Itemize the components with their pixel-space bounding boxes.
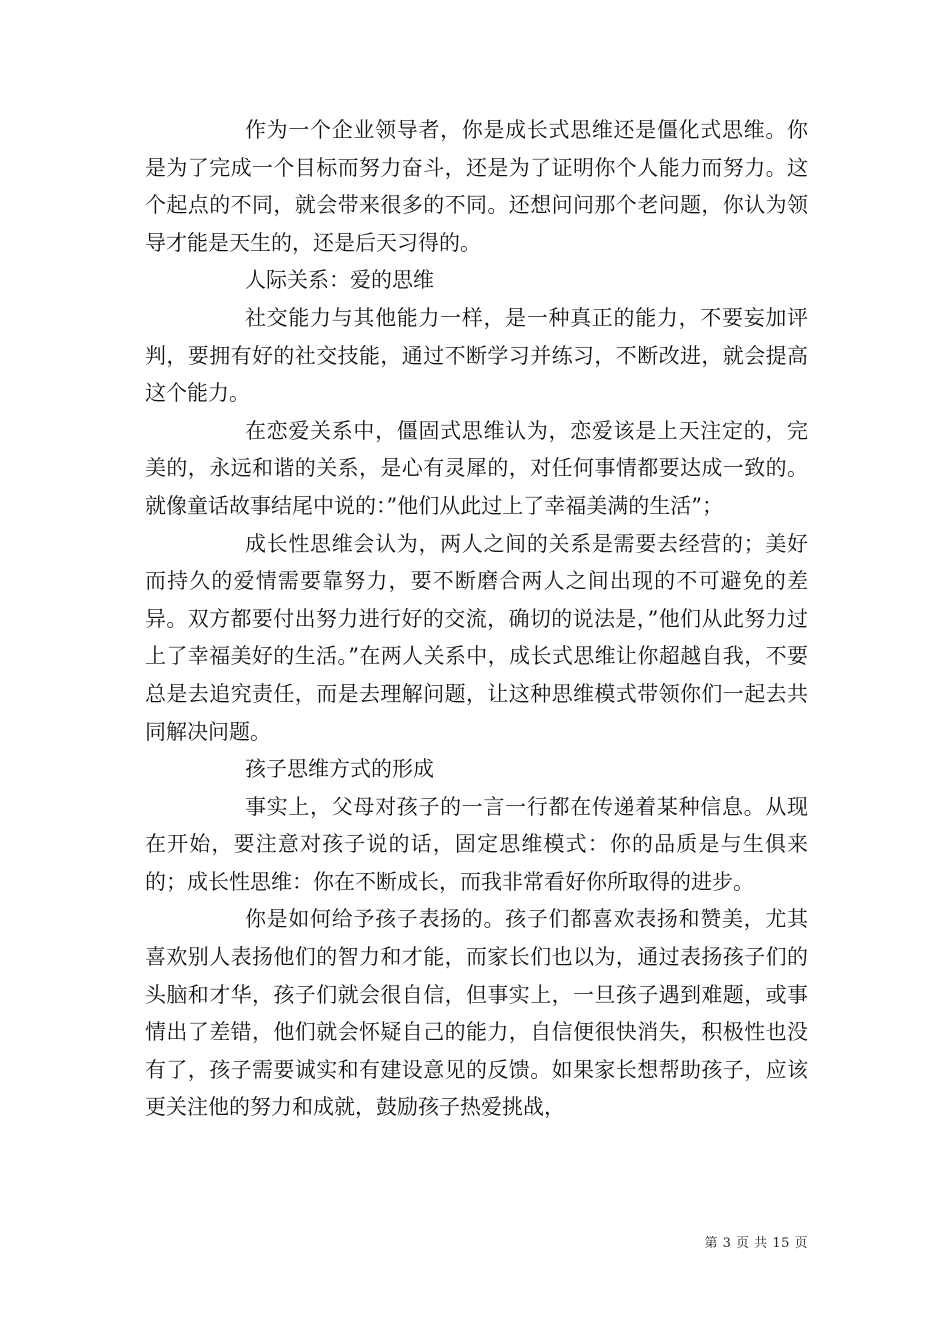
heading-relationships: 人际关系：爱的思维	[245, 268, 434, 293]
paragraph-parents-messages: 事实上，父母对孩子的一言一行都在传递着某种信息。从现在开始，要注意对孩子说的话，固定思维模式：你的品质是与生俱来的；成长性思维：你在不断成长，而我非常看好你所取得的进步。	[145, 794, 808, 894]
paragraph-fixed-mindset-love: 在恋爱关系中，僵固式思维认为，恋爱该是上天注定的，完美的，永远和谐的关系，是心有灵犀的，对任何事情都要达成一致的。就像童话故事结尾中说的：”他们从此过上了幸福美满的生活”；	[145, 418, 808, 518]
paragraph-leadership: 作为一个企业领导者，你是成长式思维还是僵化式思维。你是为了完成一个目标而努力奋斗，还是为了证明你个人能力而努力。这个起点的不同，就会带来很多的不同。还想问问那个老问题，你认为领导才能是天生的，还是后天习得的。	[145, 118, 808, 255]
document-body	[145, 112, 808, 1127]
paragraph-social-skills: 社交能力与其他能力一样，是一种真正的能力，不要妄加评判，要拥有好的社交技能，通过不断学习并练习，不断改进，就会提高这个能力。	[145, 305, 808, 406]
paragraph-praise: 你是如何给予孩子表扬的。孩子们都喜欢表扬和赞美，尤其喜欢别人表扬他们的智力和才能，而家长们也以为，通过表扬孩子们的头脑和才华，孩子们就会很自信，但事实上，一旦孩子遇到难题，或事情出了差错，他们就会怀疑自己的能力，自信便很快消失，积极性也没有了，孩子需要诚实和有建设意见的反馈。如果家长想帮助孩子，应该更关注他的努力和成就，鼓励孩子热爱挑战，	[145, 907, 808, 1120]
heading-children-mindset: 孩子思维方式的形成	[245, 757, 434, 782]
paragraph-growth-mindset-love: 成长性思维会认为，两人之间的关系是需要去经营的；美好而持久的爱情需要靠努力，要不断磨合两人之间出现的不可避免的差异。双方都要付出努力进行好的交流，确切的说法是，”他们从此努力过上了幸福美好的生活。”在两人关系中，成长式思维让你超越自我，不要总是去追究责任，而是去理解问题，让这种思维模式带领你们一起去共同解决问题。	[145, 531, 808, 744]
page-number-footer: 第 3 页 共 15 页	[704, 1236, 808, 1251]
